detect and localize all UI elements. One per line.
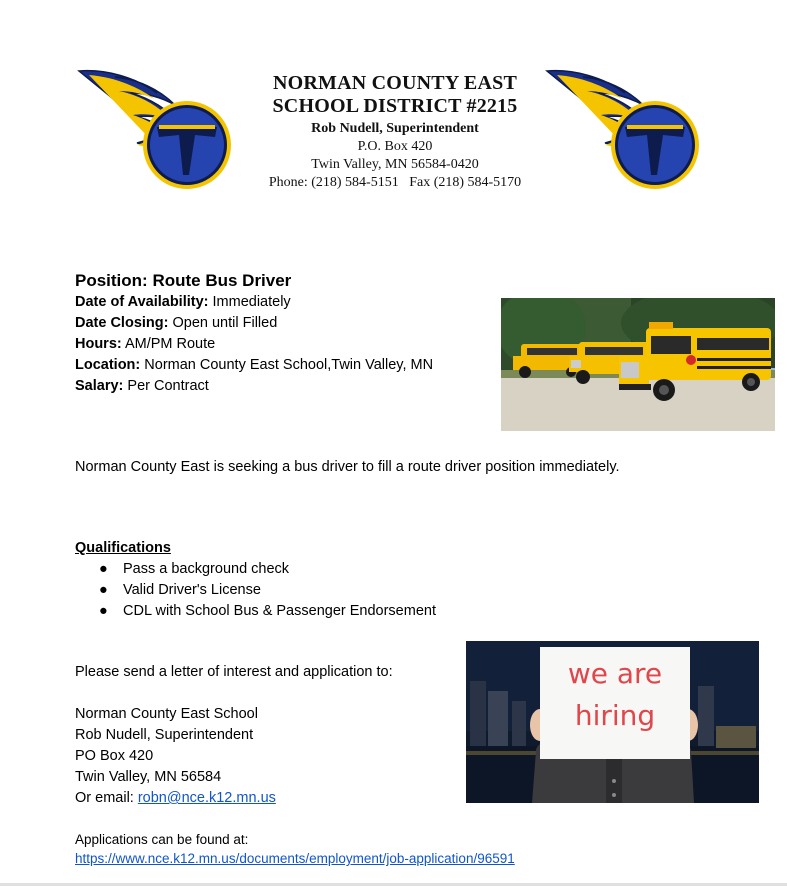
list-item — [75, 580, 436, 601]
bullet-icon: ● — [99, 582, 108, 598]
field-value: Immediately — [208, 294, 291, 310]
titans-flaming-t-logo-icon — [543, 63, 703, 193]
field-value: Norman County East School,Twin Valley, MN — [140, 357, 434, 373]
position-title: Position: Route Bus Driver — [75, 271, 292, 290]
titans-flaming-t-logo-icon — [75, 63, 235, 193]
letterhead-text — [240, 72, 550, 192]
contact-email-row — [75, 788, 393, 809]
list-item — [75, 559, 436, 580]
qualifications-list — [75, 559, 436, 622]
applications-section — [75, 830, 515, 868]
field-location — [75, 355, 433, 376]
field-hours — [75, 334, 433, 355]
position-details — [75, 270, 433, 397]
letterhead — [0, 0, 787, 200]
contact-line-school: Norman County East School — [75, 706, 258, 722]
field-label: Date of Availability: — [75, 294, 209, 310]
field-label: Hours: — [75, 336, 122, 352]
field-value: Per Contract — [123, 378, 209, 394]
contact-line-name: Rob Nudell, Superintendent — [75, 727, 254, 743]
qualifications-section — [75, 538, 436, 622]
sign-text-line2: hiring — [574, 699, 656, 732]
we-are-hiring-photo — [466, 641, 759, 803]
field-salary — [75, 376, 433, 397]
contact-intro: Please send a letter of interest and application to: — [75, 664, 393, 680]
list-item-text: CDL with School Bus & Passenger Endorsement — [123, 603, 436, 619]
spacer — [75, 683, 393, 704]
contact-line-pobox: PO Box 420 — [75, 748, 154, 764]
field-date-closing — [75, 313, 433, 334]
phone-fax: Phone: (218) 584-5151 Fax (218) 584-5170 — [268, 175, 522, 190]
qualifications-heading: Qualifications — [75, 540, 171, 556]
district-name-line2: SCHOOL DISTRICT #2215 — [272, 95, 518, 117]
superintendent-name: Rob Nudell, Superintendent — [311, 121, 479, 136]
field-label: Date Closing: — [75, 315, 169, 331]
bullet-icon: ● — [99, 603, 108, 619]
email-link[interactable]: robn@nce.k12.mn.us — [137, 790, 276, 806]
city-state-zip: Twin Valley, MN 56584-0420 — [311, 157, 479, 172]
list-item-text: Pass a background check — [123, 561, 290, 577]
field-label: Location: — [75, 357, 141, 373]
district-name-line1: NORMAN COUNTY EAST — [273, 72, 517, 94]
list-item — [75, 601, 436, 622]
bullet-icon: ● — [99, 561, 108, 577]
contact-line-city: Twin Valley, MN 56584 — [75, 769, 222, 785]
intro-paragraph: Norman County East is seeking a bus driver to fill a route driver position immediately. — [75, 459, 620, 475]
field-date-availability — [75, 292, 433, 313]
list-item-text: Valid Driver's License — [123, 582, 261, 598]
school-buses-photo — [501, 298, 775, 431]
applications-label: Applications can be found at: — [75, 832, 249, 847]
email-prefix: Or email: — [75, 790, 138, 806]
application-url-link[interactable]: https://www.nce.k12.mn.us/documents/employment/job-application/96591 — [75, 851, 515, 866]
field-value: Open until Filled — [168, 315, 278, 331]
po-box: P.O. Box 420 — [357, 139, 433, 154]
field-label: Salary: — [75, 378, 124, 394]
field-value: AM/PM Route — [121, 336, 216, 352]
sign-text-line1: we are — [567, 657, 663, 690]
contact-section — [75, 662, 393, 809]
